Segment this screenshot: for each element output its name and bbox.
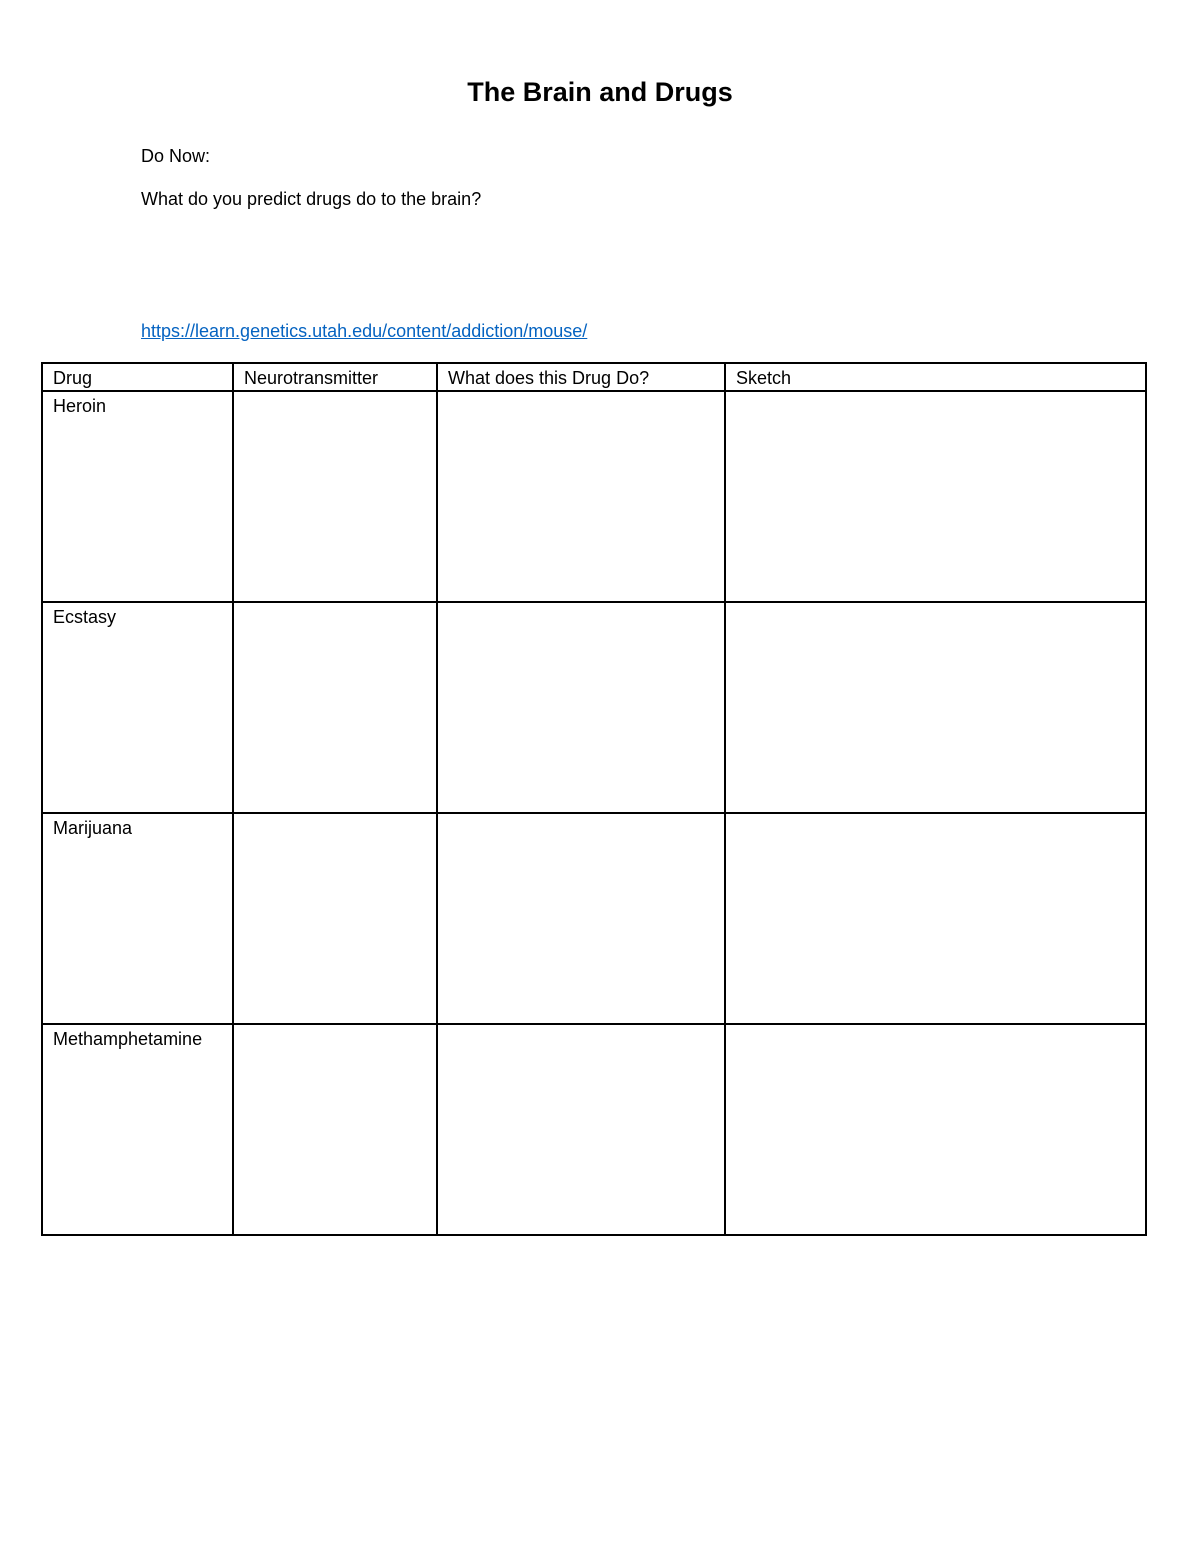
neurotransmitter-cell[interactable] [233,391,437,602]
header-neurotransmitter: Neurotransmitter [233,363,437,391]
header-sketch: Sketch [725,363,1146,391]
drug-worksheet-table [41,362,1147,1236]
sketch-cell[interactable] [725,1024,1146,1235]
drug-cell: Ecstasy [42,602,233,813]
table-row [42,813,1146,1024]
do-now-label: Do Now: [141,146,211,166]
prediction-question: What do you predict drugs do to the brain? [141,189,482,209]
drug-cell: Methamphetamine [42,1024,233,1235]
effect-cell[interactable] [437,1024,725,1235]
page-title: The Brain and Drugs [467,77,733,107]
neurotransmitter-cell[interactable] [233,602,437,813]
resource-link[interactable]: https://learn.genetics.utah.edu/content/addiction/mouse/ [141,321,588,341]
sketch-cell[interactable] [725,813,1146,1024]
neurotransmitter-cell[interactable] [233,813,437,1024]
table-row [42,602,1146,813]
sketch-cell[interactable] [725,602,1146,813]
header-what-does-drug-do: What does this Drug Do? [437,363,725,391]
table-row [42,1024,1146,1235]
table-row [42,391,1146,602]
effect-cell[interactable] [437,391,725,602]
sketch-cell[interactable] [725,391,1146,602]
effect-cell[interactable] [437,602,725,813]
drug-cell: Marijuana [42,813,233,1024]
drug-cell: Heroin [42,391,233,602]
table-header-row [42,363,1146,391]
effect-cell[interactable] [437,813,725,1024]
header-drug: Drug [42,363,233,391]
neurotransmitter-cell[interactable] [233,1024,437,1235]
